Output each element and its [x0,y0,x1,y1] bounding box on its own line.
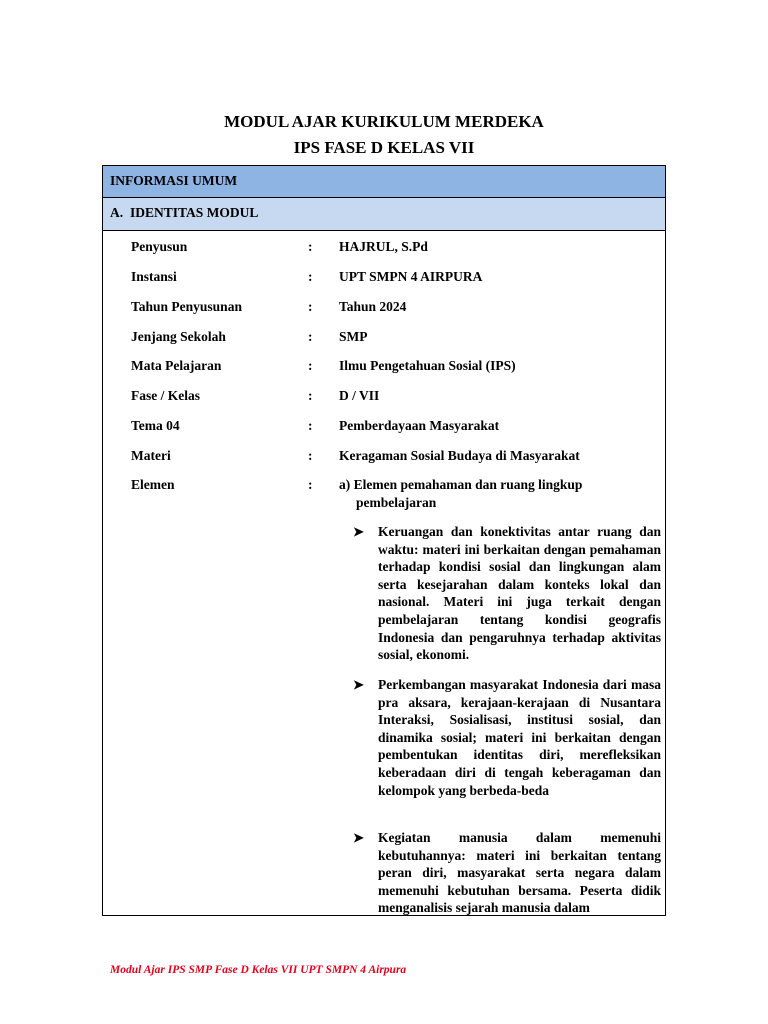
row-colon: : [308,358,313,373]
row-value: HAJRUL, S.Pd [339,239,428,254]
element-bullet-2 [353,676,661,799]
row-colon: : [308,448,313,463]
element-sub-a-line2: pembelajaran [356,495,437,510]
identity-module-header [103,198,665,231]
row-label: Penyusun [131,239,188,254]
row-label: Mata Pelajaran [131,358,222,373]
element-sub-a [339,476,659,512]
row-value: Pemberdayaan Masyarakat [339,418,500,433]
element-bullet-1 [353,523,661,664]
row-label: Jenjang Sekolah [131,329,226,344]
row-colon: : [308,329,313,344]
arrow-bullet-icon: ➤ [353,524,364,539]
row-colon: : [308,388,313,403]
general-info-header: INFORMASI UMUM [103,166,665,198]
row-value: Ilmu Pengetahuan Sosial (IPS) [339,358,516,373]
row-colon: : [308,477,313,492]
row-colon: : [308,239,313,254]
bullet-text: Kegiatan manusia dalam memenuhi kebutuhannya: materi ini berkaitan tentang peran diri, masyarakat serta negara dalam memenuhi kebutuhan bersama. Peserta didik menganalisis sejarah manusia dalam [378,830,661,916]
row-value: Keragaman Sosial Budaya di Masyarakat [339,448,580,463]
row-label: Instansi [131,269,177,284]
row-value: UPT SMPN 4 AIRPURA [339,269,483,284]
section-number: A. [110,205,124,220]
bullet-text: Perkembangan masyarakat Indonesia dari masa pra aksara, kerajaan-kerajaan di Nusantara Interaksi, Sosialisasi, institusi sosial, dan dinamika sosial; materi ini berkaitan dengan pembentukan identitas diri, merefleksikan keberadaan diri di tengah keberagaman dan kelompok yang berbeda-beda [378,677,661,798]
row-value: D / VII [339,388,380,403]
row-label: Tema 04 [131,418,180,433]
row-value: SMP [339,329,368,344]
section-title: IDENTITAS MODUL [130,205,259,220]
row-value: Tahun 2024 [339,299,407,314]
page-footer: Modul Ajar IPS SMP Fase D Kelas VII UPT SMPN 4 Airpura [110,964,407,976]
row-label: Elemen [131,477,175,492]
element-bullet-3 [353,829,661,916]
identity-table [102,165,666,916]
document-title: MODUL AJAR KURIKULUM MERDEKA [224,112,544,131]
arrow-bullet-icon: ➤ [353,677,364,692]
row-colon: : [308,299,313,314]
bullet-text: Keruangan dan konektivitas antar ruang dan waktu: materi ini berkaitan dengan pemahaman terhadap kondisi sosial dan lingkungan alam serta kesejarahan dalam konteks lokal dan nasional. Materi ini juga terkait dengan pembelajaran tentang kondisi geografis Indonesia dan pengaruhnya terhadap aktivitas sosial, ekonomi. [378,524,661,663]
row-label: Fase / Kelas [131,388,200,403]
row-colon: : [308,418,313,433]
row-label: Tahun Penyusunan [131,299,242,314]
document-subtitle: IPS FASE D KELAS VII [293,138,475,157]
element-sub-a-line1: a) Elemen pemahaman dan ruang lingkup [339,477,583,492]
arrow-bullet-icon: ➤ [353,830,364,845]
row-colon: : [308,269,313,284]
row-label: Materi [131,448,171,463]
